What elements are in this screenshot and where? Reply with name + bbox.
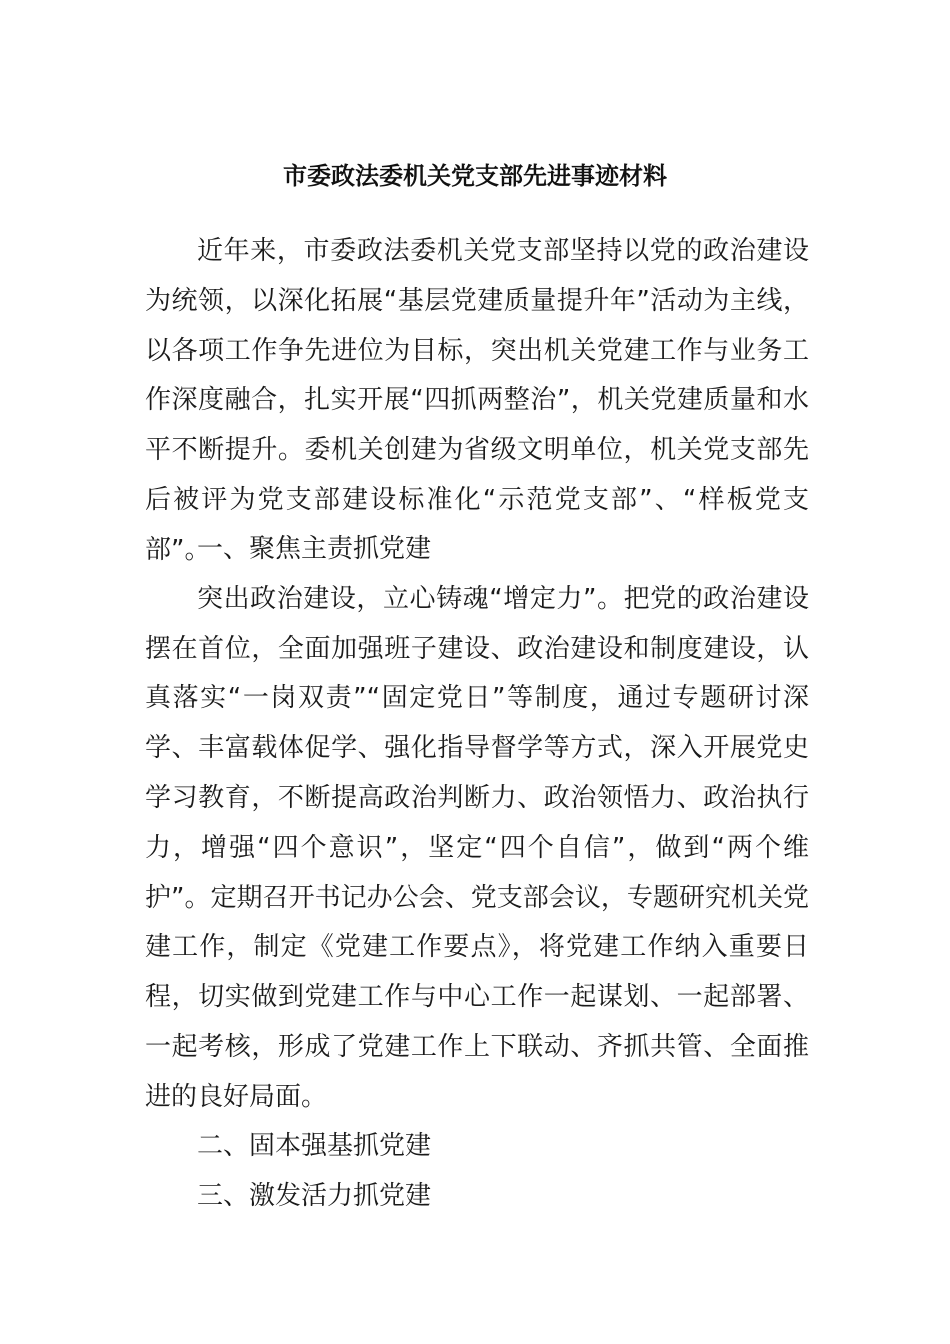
section-1-paragraph: 突出政治建设，立心铸魂“增定力”。把党的政治建设摆在首位，全面加强班子建设、政治建设和制度建设，认真落实“一岗双责”“固定党日”等制度，通过专题研讨深学、丰富载体促学、强化指导督学等方式，深入开展党史学习教育，不断提高政治判断力、政治领悟力、政治执行力，增强“四个意识”，坚定“四个自信”，做到“两个维护”。定期召开书记办公会、党支部会议，专题研究机关党建工作，制定《党建工作要点》，将党建工作纳入重要日程，切实做到党建工作与中心工作一起谋划、一起部署、一起考核，形成了党建工作上下联动、齐抓共管、全面推进的良好局面。 [145, 583, 809, 1112]
section-3-heading: 三、激发活力抓党建 [197, 1181, 432, 1211]
intro-block [145, 227, 809, 576]
document-title: 市委政法委机关党支部先进事迹材料 [283, 162, 667, 190]
section-1 [145, 525, 809, 1123]
section-3 [145, 1172, 809, 1222]
section-2 [145, 1122, 809, 1172]
section-1-heading: 一、聚焦主责抓党建 [197, 534, 432, 564]
section-2-heading: 二、固本强基抓党建 [197, 1131, 432, 1161]
intro-paragraph: 近年来，市委政法委机关党支部坚持以党的政治建设为统领，以深化拓展“基层党建质量提升年”活动为主线，以各项工作争先进位为目标，突出机关党建工作与业务工作深度融合，扎实开展“四抓两整治”，机关党建质量和水平不断提升。委机关创建为省级文明单位，机关党支部先后被评为党支部建设标准化“示范党支部”、“样板党支部”。 [145, 236, 809, 565]
